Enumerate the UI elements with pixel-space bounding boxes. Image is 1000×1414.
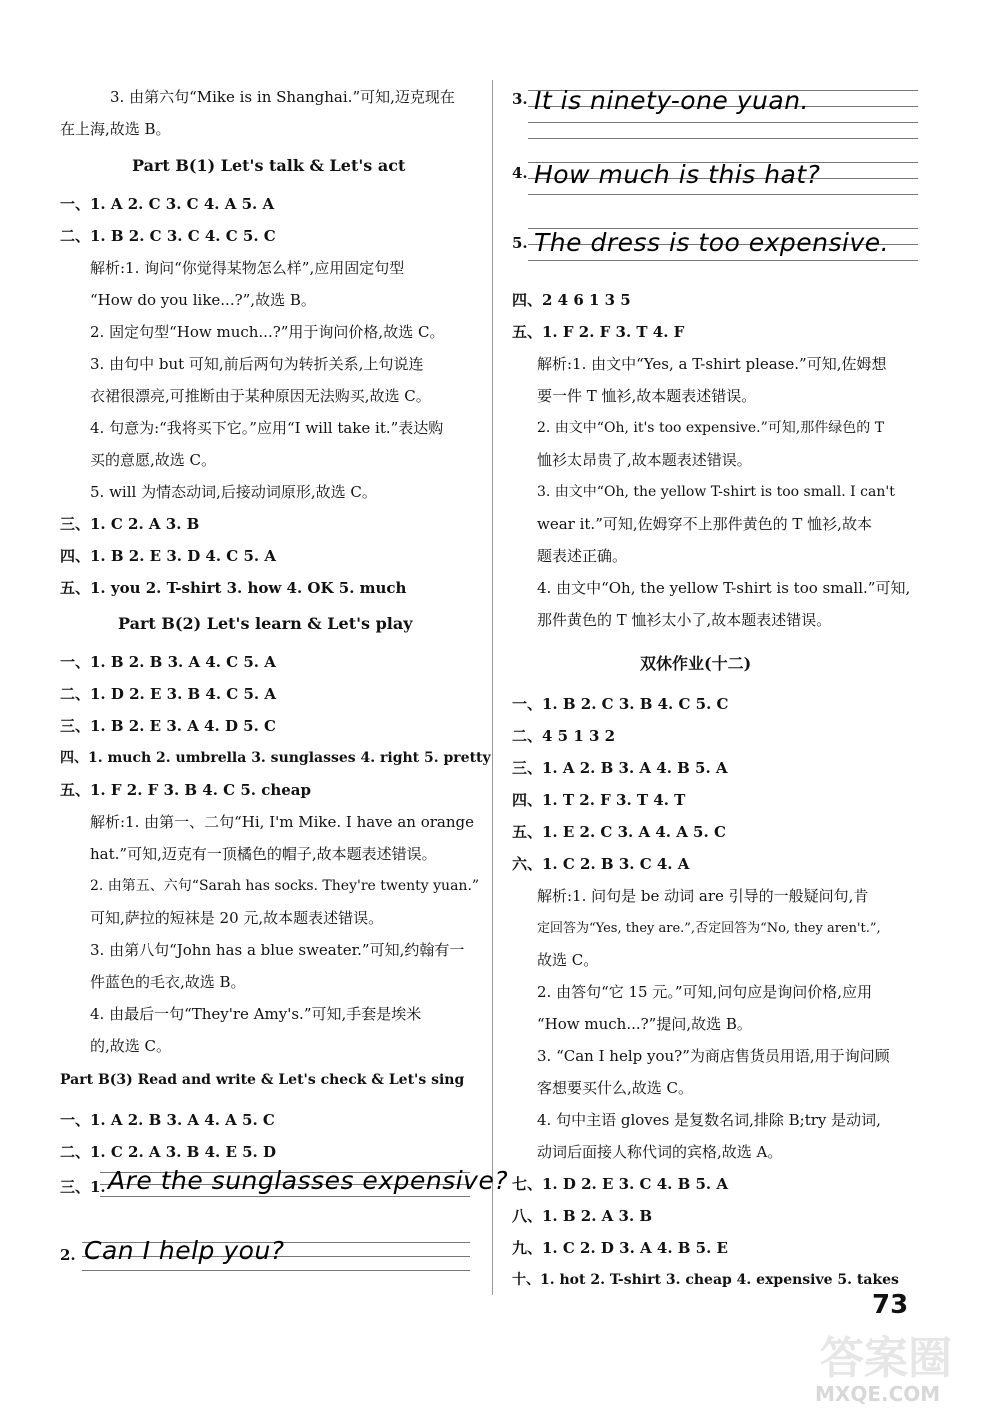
- explanation-line: 3. 由句中 but 可知,前后两句为转折关系,上句说连: [90, 355, 424, 373]
- answer-line: 四、1. B 2. E 3. D 4. C 5. A: [60, 547, 276, 565]
- answer-line: 二、1. D 2. E 3. B 4. C 5. A: [60, 685, 276, 703]
- explanation-line: 解析:1. 询问“你觉得某物怎么样”,应用固定句型: [90, 259, 405, 277]
- explanation-line: 可知,萨拉的短袜是 20 元,故本题表述错误。: [90, 909, 384, 927]
- explanation-line: 解析:1. 由第一、二句“Hi, I'm Mike. I have an orange: [90, 813, 474, 831]
- explanation-line: 4. 句中主语 gloves 是复数名词,排除 B;try 是动词,: [537, 1111, 881, 1129]
- explanation-line: 5. will 为情态动词,后接动词原形,故选 C。: [90, 483, 377, 501]
- explanation-line: “How much...?”提问,故选 B。: [537, 1015, 752, 1033]
- explanation-line: 3. 由第八句“John has a blue sweater.”可知,约翰有一: [90, 941, 465, 959]
- explanation-line: wear it.”可知,佐姆穿不上那件黄色的 T 恤衫,故本: [537, 515, 872, 533]
- explanation-line: 那件黄色的 T 恤衫太小了,故本题表述错误。: [537, 611, 832, 629]
- explanation-line: 4. 句意为:“我将买下它。”应用“I will take it.”表达购: [90, 419, 444, 437]
- watermark-logo: 答案圈: [820, 1333, 952, 1384]
- question-number: 3.: [512, 90, 528, 108]
- writing-rule: [100, 1196, 470, 1197]
- answer-line: 一、1. A 2. C 3. C 4. A 5. A: [60, 195, 275, 213]
- answer-line: 五、1. E 2. C 3. A 4. A 5. C: [512, 823, 726, 841]
- answer-line: 五、1. you 2. T-shirt 3. how 4. OK 5. much: [60, 579, 407, 597]
- handwritten-answer: How much is this hat?: [534, 160, 821, 189]
- explanation-line: 2. 由答句“它 15 元。”可知,问句应是询问价格,应用: [537, 983, 873, 1001]
- explanation-line: 解析:1. 由文中“Yes, a T-shirt please.”可知,佐姆想: [537, 355, 887, 373]
- writing-rule: [82, 1270, 470, 1271]
- handwritten-answer: Are the sunglasses expensive?: [108, 1166, 509, 1195]
- question-number: 5.: [512, 234, 528, 252]
- answer-line: 在上海,故选 B。: [60, 120, 171, 138]
- answer-line: 五、1. F 2. F 3. T 4. F: [512, 323, 685, 341]
- explanation-line: 恤衫太昂贵了,故本题表述错误。: [537, 451, 752, 469]
- explanation-line: hat.”可知,迈克有一顶橘色的帽子,故本题表述错误。: [90, 845, 437, 863]
- section-heading: 双休作业(十二): [640, 654, 752, 673]
- explanation-line: 件蓝色的毛衣,故选 B。: [90, 973, 246, 991]
- section-heading: Part B(3) Read and write & Let's check & Let's sing: [60, 1072, 465, 1088]
- answer-line: 七、1. D 2. E 3. C 4. B 5. A: [512, 1175, 728, 1193]
- explanation-line: 买的意愿,故选 C。: [90, 451, 217, 469]
- section-heading: Part B(1) Let's talk & Let's act: [132, 156, 406, 175]
- explanation-line: 要一件 T 恤衫,故本题表述错误。: [537, 387, 757, 405]
- writing-rule: [528, 260, 918, 261]
- question-number: 三、1.: [60, 1178, 106, 1196]
- writing-rule: [528, 138, 918, 139]
- answer-line: 三、1. B 2. E 3. A 4. D 5. C: [60, 717, 276, 735]
- handwritten-answer: The dress is too expensive.: [534, 228, 890, 257]
- answer-line: 一、1. B 2. C 3. B 4. C 5. C: [512, 695, 729, 713]
- answer-line: 一、1. B 2. B 3. A 4. C 5. A: [60, 653, 276, 671]
- explanation-line: 3. “Can I help you?”为商店售货员用语,用于询问顾: [537, 1047, 890, 1065]
- answer-line: 四、1. T 2. F 3. T 4. T: [512, 791, 686, 809]
- handwritten-answer: It is ninety-one yuan.: [534, 86, 810, 115]
- explanation-line: 2. 由第五、六句“Sarah has socks. They're twenty yuan.”: [90, 878, 480, 894]
- question-number: 2.: [60, 1246, 76, 1264]
- explanation-line: 故选 C。: [537, 951, 599, 969]
- explanation-line: 解析:1. 问句是 be 动词 are 引导的一般疑问句,肯: [537, 887, 869, 905]
- answer-line: 二、4 5 1 3 2: [512, 727, 616, 745]
- explanation-line: 4. 由文中“Oh, the yellow T-shirt is too small.”可知,: [537, 579, 911, 597]
- answer-line: 四、1. much 2. umbrella 3. sunglasses 4. right 5. pretty: [60, 750, 491, 766]
- explanation-line: 衣裙很漂亮,可推断由于某种原因无法购买,故选 C。: [90, 387, 431, 405]
- answer-line: 十、1. hot 2. T-shirt 3. cheap 4. expensive 5. takes: [512, 1272, 899, 1288]
- explanation-line: 定回答为“Yes, they are.”,否定回答为“No, they aren't.”,: [537, 921, 881, 936]
- explanation-line: 4. 由最后一句“They're Amy's.”可知,手套是埃米: [90, 1005, 422, 1023]
- answer-line: 四、2 4 6 1 3 5: [512, 291, 631, 309]
- explanation-line: 2. 固定句型“How much...?”用于询问价格,故选 C。: [90, 323, 445, 341]
- answer-line: 五、1. F 2. F 3. B 4. C 5. cheap: [60, 781, 312, 799]
- answer-line: 二、1. C 2. A 3. B 4. E 5. D: [60, 1143, 276, 1161]
- answer-line: 三、1. C 2. A 3. B: [60, 515, 200, 533]
- explanation-line: 的,故选 C。: [90, 1037, 172, 1055]
- watermark-url: MXQE.COM: [815, 1382, 941, 1406]
- writing-rule: [528, 194, 918, 195]
- answer-line: 3. 由第六句“Mike is in Shanghai.”可知,迈克现在: [110, 88, 455, 106]
- answer-line: 一、1. A 2. B 3. A 4. A 5. C: [60, 1111, 275, 1129]
- writing-rule: [528, 122, 918, 123]
- answer-line: 九、1. C 2. D 3. A 4. B 5. E: [512, 1239, 728, 1257]
- explanation-line: “How do you like...?”,故选 B。: [90, 291, 316, 309]
- page-number: 73: [872, 1290, 909, 1320]
- answer-line: 三、1. A 2. B 3. A 4. B 5. A: [512, 759, 728, 777]
- handwritten-answer: Can I help you?: [84, 1236, 285, 1265]
- answer-line: 二、1. B 2. C 3. C 4. C 5. C: [60, 227, 276, 245]
- column-divider: [492, 80, 493, 1295]
- explanation-line: 客想要买什么,故选 C。: [537, 1079, 694, 1097]
- answer-line: 八、1. B 2. A 3. B: [512, 1207, 653, 1225]
- explanation-line: 2. 由文中“Oh, it's too expensive.”可知,那件绿色的 T: [537, 420, 885, 436]
- explanation-line: 3. 由文中“Oh, the yellow T-shirt is too small. I can't: [537, 484, 895, 500]
- explanation-line: 题表述正确。: [537, 547, 628, 565]
- question-number: 4.: [512, 164, 528, 182]
- section-heading: Part B(2) Let's learn & Let's play: [118, 614, 413, 633]
- explanation-line: 动词后面接人称代词的宾格,故选 A。: [537, 1143, 783, 1161]
- answer-line: 六、1. C 2. B 3. C 4. A: [512, 855, 690, 873]
